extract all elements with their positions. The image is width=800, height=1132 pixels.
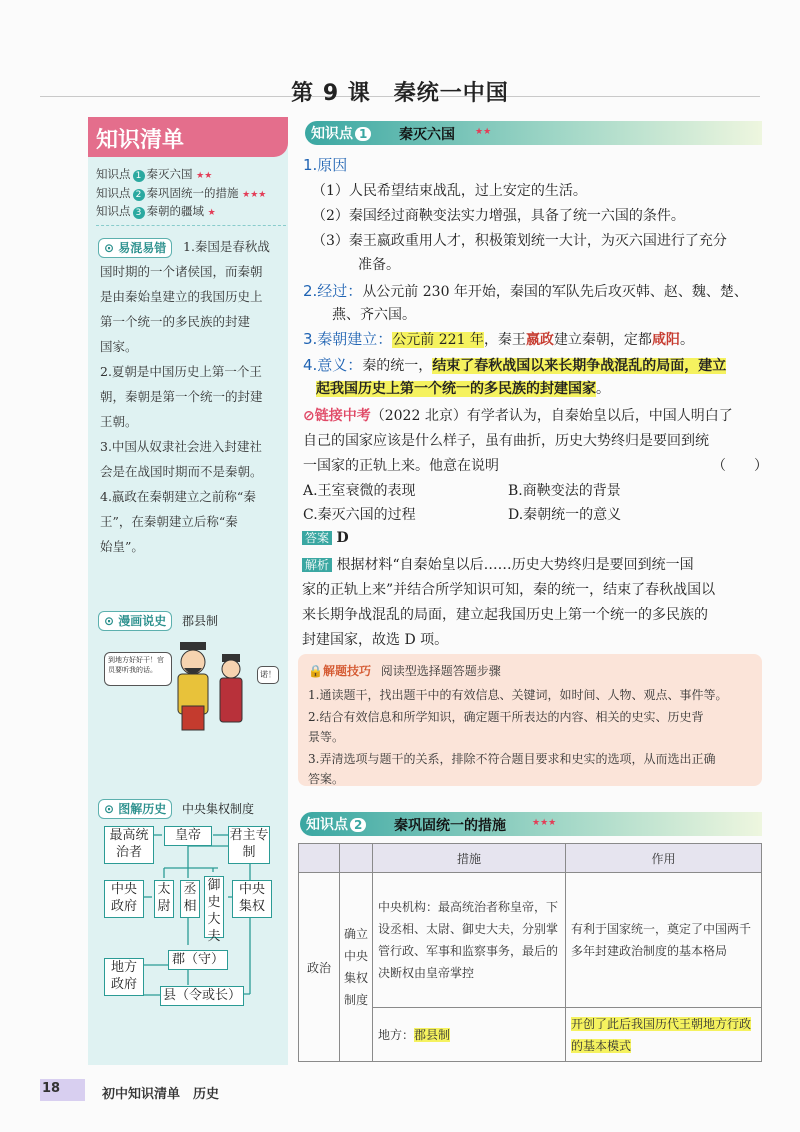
kp-list-item-1: 知识点 1 秦灭六国 ★★ xyxy=(96,167,213,181)
star-icon: ★★ xyxy=(196,171,213,181)
explain-line3: 来长期争战混乱的局面，建立起我国历史上第一个统一的多民族的 xyxy=(302,607,708,623)
table-header-empty xyxy=(299,844,340,873)
option-d: D.秦朝统一的意义 xyxy=(508,507,622,523)
comic-reply-bubble: 诺！ xyxy=(257,666,279,684)
star-icon: ★★ xyxy=(475,127,492,137)
link-icon: ⊙ xyxy=(104,802,115,816)
table-header-row xyxy=(299,844,762,873)
kp-list-item-2: 知识点 2 秦巩固统一的措施 ★★★ xyxy=(96,186,267,200)
sidebar-header: 知识清单 xyxy=(88,117,288,157)
table-cell-sub: 确立中央集权制度 xyxy=(340,873,373,1062)
option-c: C.秦灭六国的过程 xyxy=(303,507,416,523)
table-cell-central-effect: 有利于国家统一，奠定了中国两千多年封建政治制度的基本格局 xyxy=(566,873,762,1008)
kp1-header: 知识点 1 秦灭六国 ★★ xyxy=(305,121,762,145)
confuse-line: 朝，秦朝是第一个统一的封建 xyxy=(100,389,263,404)
table-header-empty xyxy=(340,844,373,873)
confuse-line: 第一个统一的多民族的封建 xyxy=(100,314,251,329)
explain-line2: 家的正轨上来”并结合所学知识可知，秦的统一，结束了春秋战国以 xyxy=(302,582,716,598)
lock-icon: 🔒 xyxy=(308,664,323,678)
tips-line3: 3.弄清选项与题干的关系，排除不符合题目要求和史实的选项，从而选出正确 xyxy=(308,752,716,766)
explain-line4: 封建国家，故选 D 项。 xyxy=(302,632,449,648)
kp2-header: 知识点 2 秦巩固统一的措施 ★★★ xyxy=(300,812,762,836)
tips-line1: 1.通读题干，找出题干中的有效信息、关键词，如时间、人物、观点、事件等。 xyxy=(308,688,728,702)
tips-title-row: 🔒解题技巧 阅读型选择题答题步骤 xyxy=(308,664,501,678)
kp1-cause-3: （3）秦王嬴政重用人才，积极策划统一大计，为灭六国进行了充分 xyxy=(312,233,727,249)
star-icon: ★ xyxy=(207,208,216,218)
kp-list-item-3: 知识点 3 秦朝的疆域 ★ xyxy=(96,204,216,218)
explain-tag: 解析 xyxy=(302,558,332,572)
link-icon: ⊙ xyxy=(104,241,115,255)
table-cell-local-effect: 开创了此后我国历代王朝地方行政的基本模式 xyxy=(566,1008,762,1062)
tips-line2b: 景等。 xyxy=(308,730,345,744)
kp1-cause-1: （1）人民希望结束战乱，过上安定的生活。 xyxy=(312,183,587,199)
comic-caption: 郡县制 xyxy=(182,614,219,628)
tips-line3b: 答案。 xyxy=(308,772,345,786)
kp1-cause-3b: 准备。 xyxy=(358,257,400,273)
comic-speech-bubble: 到地方好好干！官员要听我的话。 xyxy=(104,652,172,686)
tips-line2: 2.结合有效信息和所学知识，确定题干所表达的内容、相关的史实、历史背 xyxy=(308,710,704,724)
confuse-line: 王”，在秦朝建立后称“秦 xyxy=(100,514,238,529)
lesson-title: 第 9 课 秦统一中国 xyxy=(291,81,509,106)
confuse-line: 国家。 xyxy=(100,339,138,354)
diagram-box-jun: 郡（守） xyxy=(168,950,228,970)
diagram-box-emperor: 皇帝 xyxy=(164,826,212,846)
diagram-box-central-power: 中央集权 xyxy=(232,880,272,918)
confuse-line: 王朝。 xyxy=(100,414,138,429)
table-row xyxy=(299,873,762,1008)
confuse-line: 是由秦始皇建立的我国历史上 xyxy=(100,289,263,304)
kp1-cause-2: （2）秦国经过商鞅变法实力增强，具备了统一六国的条件。 xyxy=(312,208,685,224)
star-icon: ★★★ xyxy=(242,190,267,200)
kp1-meaning-2: 起我国历史上第一个统一的多民族的封建国家。 xyxy=(316,381,610,397)
confuse-line: 2.夏朝是中国历史上第一个王 xyxy=(100,364,262,379)
confuse-line: 3.中国从奴隶社会进入封建社 xyxy=(100,439,262,454)
kp1-process-2: 燕、齐六国。 xyxy=(332,307,416,323)
option-b: B.商鞅变法的背景 xyxy=(508,483,621,499)
diagram-box-chengxiang: 丞相 xyxy=(180,880,200,918)
confuse-label: ⊙ 易混易错 xyxy=(98,238,172,258)
kp1-founding: 3.秦朝建立：公元前 221 年，秦王嬴政建立秦朝，定都咸阳。 xyxy=(303,330,694,348)
diagram-box-supreme: 最高统治者 xyxy=(104,826,154,864)
link-icon: ⊙ xyxy=(104,614,115,628)
table-cell-local: 地方：郡县制 xyxy=(373,1008,566,1062)
kp1-process: 2.经过：从公元前 230 年开始，秦国的军队先后攻灭韩、赵、魏、楚、 xyxy=(303,282,748,300)
exam-question-line1: ⊘链接中考（2022 北京）有学者认为，自秦始皇以后，中国人明白了 xyxy=(303,408,733,424)
diagram-box-local-gov: 地方政府 xyxy=(104,958,144,996)
kp1-meaning: 4.意义：秦的统一，结束了春秋战国以来长期争战混乱的局面，建立 xyxy=(303,356,727,374)
explain-line1: 解析 根据材料“自秦始皇以后……历史大势终归是要回到统一国 xyxy=(302,554,694,574)
diagram-box-xian: 县（令或长） xyxy=(160,986,244,1006)
comic-illustration xyxy=(170,636,260,736)
page-number: 18 xyxy=(42,1081,61,1096)
kp1-cause-head: 1.原因 xyxy=(303,156,348,174)
table-cell-central: 中央机构：最高统治者称皇帝，下设丞相、太尉、御史大夫，分别掌管行政、军事和监察事务，最后的决断权由皇帝掌控 xyxy=(373,873,566,1008)
diagram-box-monarchy: 君主专制 xyxy=(228,826,270,864)
answer-row: 答案 D xyxy=(302,529,349,546)
option-a: A.王室衰微的表现 xyxy=(303,483,416,499)
measures-table xyxy=(298,843,762,1062)
confuse-line: 4.嬴政在秦朝建立之前称“秦 xyxy=(100,489,256,504)
link-icon: ⊘ xyxy=(303,408,315,424)
star-icon: ★★★ xyxy=(532,818,557,828)
crown-shape xyxy=(180,642,206,650)
book-title: 初中知识清单 历史 xyxy=(102,1087,220,1102)
table-header-measure: 措施 xyxy=(373,844,566,873)
table-header-effect: 作用 xyxy=(566,844,762,873)
exam-answer-paren: （ ） xyxy=(712,458,768,474)
sidebar-divider xyxy=(96,225,286,226)
diagram-box-taiwei: 太尉 xyxy=(154,880,174,918)
exam-question-line2: 自己的国家应该是什么样子，虽有曲折，历史大势终归是要回到统 xyxy=(303,433,709,449)
diagram-label: ⊙ 图解历史 xyxy=(98,799,172,819)
confuse-line: 会是在战国时期而不是秦朝。 xyxy=(100,464,263,479)
exam-question-line3: 一国家的正轨上来。他意在说明 xyxy=(303,458,499,474)
comic-label: ⊙ 漫画说史 xyxy=(98,611,172,631)
table-cell-domain: 政治 xyxy=(299,873,340,1062)
tips-label: 🔒解题技巧 xyxy=(308,664,371,678)
answer-tag: 答案 xyxy=(302,531,332,545)
confuse-line: 始皇”。 xyxy=(100,539,144,554)
diagram-box-central-gov: 中央政府 xyxy=(104,880,144,918)
diagram-box-yushi: 御史大夫 xyxy=(204,876,224,938)
diagram-caption: 中央集权制度 xyxy=(182,802,255,816)
confuse-line: 1.秦国是春秋战 xyxy=(183,239,270,254)
exam-link-label: ⊘链接中考 xyxy=(303,408,371,424)
confuse-line: 国时期的一个诸侯国，而秦朝 xyxy=(100,264,263,279)
